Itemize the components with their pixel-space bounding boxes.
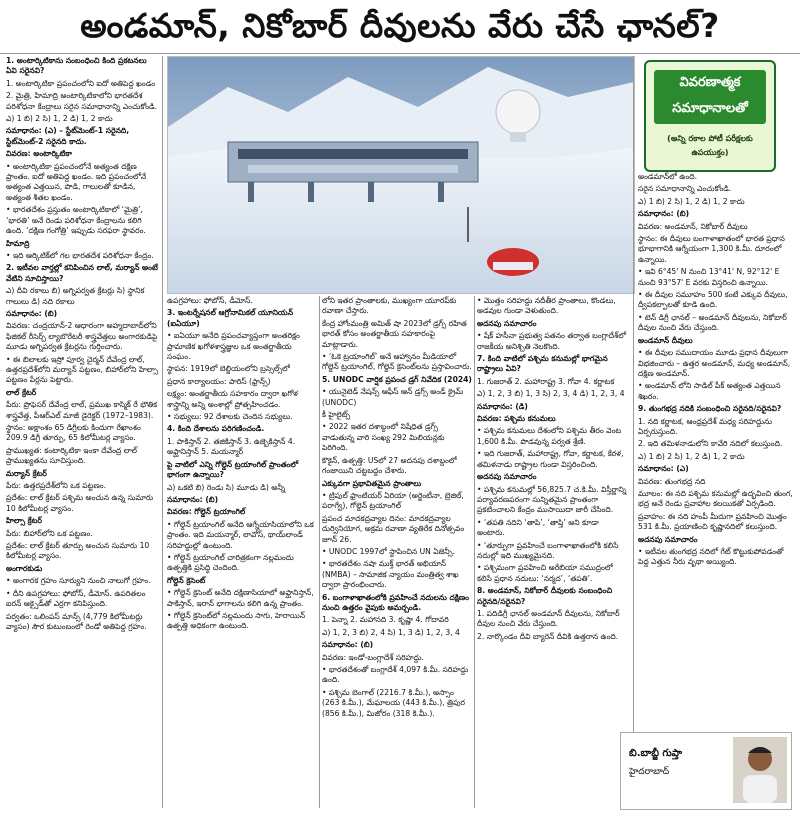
paragraph: • భారతదేశంతో బంగ్లాదేశ్ 4,097 కి.మీ. సరిహద్దు ఉంది. xyxy=(322,665,469,685)
headline-rule xyxy=(0,53,800,54)
paragraph: పేరు: ఉత్తరప్రదేశ్‌లోని ఒక పట్టణం. xyxy=(6,481,107,491)
paragraph: ప్రధాన కార్యాలయం: పారిస్ (ఫ్రాన్స్) xyxy=(167,376,271,386)
paragraph: • పశ్చిమ కనుమలు దేశంలోని పశ్చిమ తీరం వెంట 1,600 కి.మీ. పొడవున్న పర్వత శ్రేణి. xyxy=(477,426,622,446)
answers-badge xyxy=(644,60,776,172)
paragraph: 1. నది కర్ణాటక, ఆంధ్రప్రదేశ్ మధ్య సరిహద్దును ఏర్పరుస్తుంది. xyxy=(638,416,772,436)
paragraph: • షేక్ హసీనా ప్రభుత్వ పతనం తర్వాత బంగ్లాదేశ్‌లో రాజకీయ అనిశ్చితి నెలకొంది. xyxy=(477,331,627,351)
author-box xyxy=(620,732,792,810)
paragraph: లక్ష్యం: అంతర్జాతీయ సహకారం ద్వారా ఖగోళ శాస్త్రాన్ని అన్ని అంశాల్లో ప్రోత్సహించడం. xyxy=(167,389,299,409)
paragraph: • ఈ దీవుల సముదాయం మూడు ప్రధాన దీవులుగా విభజించారు – ఉత్తర అండమాన్, మధ్య అండమాన్, దక్షిణ అండమాన్. xyxy=(638,348,791,378)
section-heading: లాల్ క్రేటర్ xyxy=(6,387,37,397)
paragraph: • గోల్డెన్ ట్రయాంగిల్ అనేది ఆగ్నేయాసియాలోని ఒక ప్రాంతం. ఇది మయన్మార్, లావోస్, థాయ్‌లాండ్ సరిహద్దుల్లో ఉంటుంది. xyxy=(167,519,314,550)
column-2 xyxy=(167,296,317,808)
section-heading: అండమాన్ దీవులు xyxy=(638,335,693,345)
section-heading: గోల్డెన్ క్రెసెంట్ xyxy=(167,575,206,585)
avatar xyxy=(733,737,787,803)
column-3 xyxy=(322,296,472,808)
answer-line: సమాధానం: (బి) xyxy=(638,209,690,219)
paragraph: • గోల్డెన్ క్రెసెంట్ అనేది దక్షిణాసియాలో అఫ్ఘానిస్తాన్, పాకిస్తాన్, ఇరాన్ భాగాలను కలిగి ఉన్న ప్రాంతం. xyxy=(167,588,314,608)
radar-dome xyxy=(496,90,540,134)
paragraph: • పశ్చిమంగా ప్రవహించి అరేబియా సముద్రంలో కలిసే ప్రధాన నదులు: ‘నర్మద’, ‘తపతి’. xyxy=(477,563,613,583)
question: 7. కింది వాటిలో పశ్చిమ కనుమల్లో భాగమైన రాష్ట్రాలు ఏవి? xyxy=(477,354,608,374)
paragraph: ఎ) 1, 2, 3 బి) 2, 4 సి) 1, 3 డి) 1, 2, 3, 4 xyxy=(322,627,460,637)
paragraph: ఎ) ఒకటి బి) రెండు సి) మూడు డి) అన్నీ xyxy=(167,482,286,492)
column-divider xyxy=(474,296,475,808)
paragraph: ఎ) 1 బి) 2 సి) 1, 2 డి) 1, 2 కాదు xyxy=(638,451,745,461)
question: 5. UNODC వార్షిక ప్రపంచ డ్రగ్ నివేదిక (2024) xyxy=(322,374,472,384)
question: 6. బంగాళాఖాతంలోకి ప్రవహించే నదులను దక్షిణం నుంచి ఉత్తరం వైపుకు అమర్చండి. xyxy=(322,592,469,612)
paragraph: ప్రపంచ మాదకద్రవ్యాల దినం: మాదకద్రవ్యాల దుర్వినియోగ, అక్రమ రవాణా వ్యతిరేక దినోత్సవం జూన్ 26. xyxy=(322,513,465,544)
question: 3. ఇంటర్నేషనల్ ఆగ్రోనామికల్ యూనియన్ (ఐఏయూ) xyxy=(167,308,294,328)
paragraph: వివరణ: ఇండో-బంగ్లాదేశ్ సరిహద్దు. xyxy=(322,652,424,662)
question: 8. అండమాన్, నికోబార్ దీవులకు సంబంధించి సరైనది/సరైనవి? xyxy=(477,586,613,606)
paragraph: • భారతదేశం ప్రస్తుతం అంటార్కిటికాలో ‘మైత్రి’, ‘భారతి’ అనే రెండు పరిశోధనా కేంద్రాలను కలిగి ఉంది. ‘దక్షిణ గంగోత్రి’ ఇప్పుడు సరఫరా స్థావరం. xyxy=(6,205,146,236)
section-heading: అదనపు సమాచారం xyxy=(477,318,537,328)
paragraph: • ఈ బిలాలకు ఇస్రో పూర్వ చైర్మన్ దేవేంద్ర లాల్, ఉత్తరప్రదేశ్‌లోని మర్యాన్ పట్టణం, బిహార్‌లోని హిల్సా పట్టణం పేర్లను పెట్టారు. xyxy=(6,354,158,385)
paragraph: • ఇవి 6°45' N నుంచి 13°41' N, 92°12' E నుంచి 93°57' E వరకు విస్తరించి ఉన్నాయి. xyxy=(638,267,780,287)
column-5 xyxy=(638,172,796,727)
paragraph: 2. నార్కొండం దీవి బ్యారెన్ దీవికి ఉత్తరాన ఉంది. xyxy=(477,631,619,641)
badge-title: వివరణాత్మక సమాధానాలతో xyxy=(654,70,766,124)
paragraph: మూలం: ఈ నది పశ్చిమ కనుమల్లో ఉద్భవించి తుంగ, భద్ర అనే రెండు ప్రవాహాల కలయికతో ఏర్పడింది. xyxy=(638,488,793,509)
paragraph: సరైన సమాధానాన్ని ఎంచుకోండి. xyxy=(638,184,732,194)
paragraph: • గోల్డెన్ ట్రయాంగిల్ చారిత్రకంగా నల్లమందు ఉత్పత్తికి ప్రసిద్ధి చెందింది. xyxy=(167,552,294,573)
paragraph: • ఈ దీవుల సమూహం 500 కంటే ఎక్కువ దీవులు, ద్వీపకల్పాలతో కూడి ఉంది. xyxy=(638,290,788,310)
paragraph: ప్రదేశం: లాల్ క్రేటర్ పశ్చిమ అంచున ఉన్న సుమారు 10 కిలోమీటర్ల వ్యాసం. xyxy=(6,493,154,513)
paragraph: • ‘ఓకె ట్రయాంగిల్’ అనే ఆహ్వానం మీడియాలో గోల్డెన్ ట్రయాంగిల్, గోల్డెన్ క్రెసెంట్‌లను ప్రస్తావించారు. xyxy=(322,352,472,372)
paragraph: కీ హైలైట్స్ xyxy=(322,410,351,420)
author-name: బి.బాబ్జీ గుప్తా xyxy=(629,748,683,759)
paragraph: ప్రవాహం: ఈ నది హంపీ మీదుగా ప్రవహించి మొత్తం 531 కి.మీ. ప్రయాణించి కృష్ణానదిలో కలుస్తుంది. xyxy=(638,511,787,532)
paragraph: • 2022 ఇతర దశాబ్దంలో నిషేధిత డ్రగ్స్ వాడుతున్న వారి సంఖ్య 292 మిలియన్లకు పెరిగింది. xyxy=(322,422,445,453)
section-heading: హిమాద్రి xyxy=(6,238,30,248)
paragraph: • ఐఏయూ అనేది ప్రపంచవ్యాప్తంగా అంతరిక్షం ప్రామాణిక ఖగోళశాస్త్రజ్ఞుల ఒక అంతర్జాతీయ సంఘం. xyxy=(167,331,300,362)
answer-line: సమాధానం: (బి) xyxy=(322,640,374,650)
answer-line: సమాధానం: (బి) xyxy=(167,494,219,504)
question: 9. తుంగభద్ర నదికి సంబంధించి సరైనది/సరైనవి? xyxy=(638,404,782,414)
paragraph: 1. పెన్నా 2. మహానది 3. కృష్ణా 4. గోదావరి xyxy=(322,615,449,625)
paragraph: • అంగారక గ్రహం సూర్యుని నుంచి నాలుగో గ్రహం. xyxy=(6,576,151,586)
paragraph: 1. పదిడిగ్రీ ఛానల్ అండమాన్ దీవులను, నికోబార్ దీవుల నుంచి వేరు చేస్తుంది. xyxy=(477,608,620,629)
paragraph: • భారతదేశం నషా ముక్త్ భారత్ అభియాన్ (NMBA) – సామాజిక న్యాయం మంత్రిత్వ శాఖ ద్వారా ప్రారంభించారు. xyxy=(322,559,459,590)
paragraph: ఉపగ్రహాలు: ఫోబోస్, డీమోస్. xyxy=(167,296,253,305)
paragraph: • UNODC 1997లో స్థాపించిన UN ఏజెన్సీ. xyxy=(322,546,456,556)
paragraph: 1. అంటార్కిటికా ప్రపంచంలోని ఐదో అతిపెద్ద ఖండం xyxy=(6,78,156,88)
paragraph: • గోల్డెన్ క్రెసెంట్‌లో నల్లమందు సాగు, హెరాయిన్ ఉత్పత్తి అధికంగా ఉంటుంది. xyxy=(167,610,306,631)
question: 2. ఇటీవల వార్తల్లో కనిపించిన లాల్, మర్యాన్ అంటే వేటిని సూచిస్తాయి? xyxy=(6,263,158,283)
paragraph: ఎ) దీవి రకాలు బి) అగ్నిపర్వత క్రేటర్లు సి) స్థానిక గాలులు డి) నది రకాలు xyxy=(6,286,145,306)
paragraph: ఎ) 1 బి) 2 సి) 1, 2 డి) 1, 2 కాదు xyxy=(638,196,745,206)
paragraph: • దీని ఉపగ్రహాలు: ఫోబోస్, డీమోస్. ఉపరితలం ఐరన్ ఆక్సైడ్‌తో ఎర్రగా కనిపిస్తుంది. xyxy=(6,588,146,609)
section-heading: ఎక్కువగా ప్రభావితమైన ప్రాంతాలు xyxy=(322,478,422,488)
antarctic-station-photo xyxy=(167,56,635,294)
author-place: హైదరాబాద్ xyxy=(629,767,670,777)
answer-line: సమాధానం: (డి) xyxy=(477,401,528,411)
section-heading: అదనపు సమాచారం xyxy=(477,472,537,482)
paragraph: • ఇది ఆర్కిటిక్‌లో గల భారతదేశ పరిశోధనా కేంద్రం. xyxy=(6,250,154,260)
section-heading: అదనపు సమాచారం xyxy=(638,534,698,544)
paragraph: • పశ్చిమ కనుమల్లో 56,825.7 చ.కి.మీ. విస్తీర్ణాన్ని పర్యావరణపరంగా సున్నితమైన ప్రాంతంగా ప్రకటించాలని కేంద్రం ముసాయిదా జారీ చేసింది. xyxy=(477,484,627,515)
column-1 xyxy=(6,56,160,808)
paragraph: 1. గుజరాత్ 2. మహారాష్ట్ర 3. గోవా 4. కర్ణాటక xyxy=(477,376,615,386)
column-divider xyxy=(162,56,163,808)
paragraph: • యునైటెడ్ నేషన్స్ ఆఫీస్ ఆన్ డ్రగ్స్ అండ్ క్రైమ్ (UNODC) xyxy=(322,387,464,407)
paragraph: • ‘తపతి నదిని ‘తాపి’, ‘తాప్తి’ అని కూడా అంటారు. xyxy=(477,517,599,538)
paragraph: పేరు: బిహార్‌లోని ఒక పట్టణం. xyxy=(6,528,93,538)
paragraph: 2. మైత్రి, హిమాద్రి అంటార్కిటికాలోని భారతదేశ పరిశోధనా కేంద్రాలు సరైన సమాధానాన్ని ఎంచుకోండి. xyxy=(6,91,158,111)
paragraph: పేరు: ప్రొఫెసర్ దేవేంద్ర లాల్, ప్రముఖ కాస్మిక్ రే భౌతిక శాస్త్రవేత్త, పీఆర్ఎల్ మాజీ డైరెక్టర్ (1972–1983). xyxy=(6,400,158,420)
paragraph: లోని ఇతర ప్రాంతాలకు, ముఖ్యంగా యూరప్‌కు రవాణా చేస్తారు. xyxy=(322,296,457,316)
paragraph: • ట్రిపుల్ ఫ్రాంటియర్ ఏరియా (అర్జెంటీనా, బ్రెజిల్, పరాగ్వే), గోల్డెన్ ట్రయాంగిల్ xyxy=(322,490,464,511)
paragraph: • పశ్చిమ బెంగాల్ (2216.7 కి.మీ.), అస్సాం (263 కి.మీ.), మేఘాలయ (443 కి.మీ.), త్రిపుర (856 కి.మీ.), మిజోరం (318 కి.మీ.). xyxy=(322,687,466,718)
question: పై వాటిలో ఎన్ని గోల్డెన్ ట్రయాంగిల్ ప్రాంతంలో భాగంగా ఉన్నాయి? xyxy=(167,459,299,480)
paragraph: స్థానం: ఈ దీవులు బంగాళాఖాతంలో భారత ప్రధాన భూభాగానికి ఆగ్నేయంగా 1,300 కి.మీ. దూరంలో ఉన్నాయి. xyxy=(638,234,785,264)
section-heading: మర్యాన్ క్రేటర్ xyxy=(6,468,47,478)
snow-scene-image xyxy=(168,57,634,293)
section-heading: అంగారకుడు xyxy=(6,563,43,573)
answer-line: సమాధానం: (ఎ) xyxy=(638,464,689,474)
headline: అండమాన్, నికోబార్ దీవులను వేరు చేసే ఛానల్? xyxy=(80,6,720,45)
column-divider xyxy=(633,56,634,808)
badge-subtitle: (అన్ని రకాల పోటీ పరీక్షలకు ఉపయుక్తం) xyxy=(667,134,753,157)
paragraph: వివరణ: చంద్రయాన్-2 ఆధారంగా అహ్మదాబాద్‌లోని ఫిజికల్ రీసెర్చ్ ల్యాబొరేటరీ శాస్త్రవేత్తలు అంగారకుడిపై మూడు అగ్నిపర్వత క్రేటర్లను గుర్తించారు. xyxy=(6,321,158,352)
paragraph: • అంటార్కిటికా ప్రపంచంలోనే అత్యంత దక్షిణ ప్రాంతం. ఐదో అతిపెద్ద ఖండం. ఇది ప్రపంచంలోనే అత్యంత ఎత్తయిన, పొడి, గాలులతో కూడిన, అత్యంత శీతల ఖండం. xyxy=(6,161,147,202)
paragraph: స్థానం: అక్షాంశం 65 డిగ్రీలకు కిందుగా రేఖాంశం 209.9 డిగ్రీ తూర్పు, 65 కిలోమీటర్ల వ్యాసం. xyxy=(6,423,141,443)
section-heading: వివరణ: పశ్చిమ కనుమలు xyxy=(477,414,556,424)
paragraph: • సభ్యులు: 92 దేశాలకు చెందిన సభ్యులు. xyxy=(167,412,293,422)
paragraph: • అండమాన్ లోని సాడిల్ పీక్ అత్యంత ఎత్తయిన శిఖరం. xyxy=(638,381,781,401)
section-heading: వివరణ: అంటార్కిటికా xyxy=(6,149,72,159)
paragraph: కొకైన్, ఉత్పత్తి: USలో 27 అదనపు దశాబ్దంలో గంజాయిని చట్టబద్దం చేశారు. xyxy=(322,455,457,476)
paragraph: స్థాపన: 1919లో బెల్జియంలోని బ్రస్సెల్స్‌లో xyxy=(167,364,290,374)
question: 1. అంటార్కిటికాను సంబంధించి కింది ప్రకటనలు ఏవి సరైనవి? xyxy=(6,56,147,76)
section-heading: హిల్సా క్రేటర్ xyxy=(6,516,43,526)
paragraph: ప్రదేశం: లాల్ క్రేటర్ తూర్పు అంచున సుమారు 10 కిలోమీటర్ల వ్యాసం. xyxy=(6,541,150,561)
paragraph: కేంద్ర హోంమంత్రి అమిత్ షా 2023లో డ్రగ్స్ రహిత భారత్ కోసం అంతర్జాతీయ సహకారంపై మాట్లాడారు. xyxy=(322,318,467,349)
paragraph: ఎ) 1, 2, 3 బి) 1, 3 సి) 2, 3, 4 డి) 1, 2, 3, 4 xyxy=(477,389,625,399)
paragraph: • మొత్తం సరిహద్దు నదీతీర ప్రాంతాలు, కొండలు, అడవుల గుండా వెళుతుంది. xyxy=(477,296,616,316)
paragraph: పర్వతం: ఒలింపస్ మాన్స్ (4,779 కిలోమీటర్లు వ్యాసం) సౌర కుటుంబంలో రెండో అతిపెద్ద గ్రహం. xyxy=(6,611,147,631)
paragraph: ఎ) 1 బి) 2 సి) 1, 2 డి) 1, 2 కాదు xyxy=(6,114,113,124)
paragraph: 1. పాకిస్తాన్ 2. తజికిస్తాన్ 3. ఉజ్బెకిస్తాన్ 4. అఫ్ఘానిస్తాన్ 5. మయన్మార్ xyxy=(167,436,296,457)
section-heading: వివరణ: గోల్డెన్ ట్రయాంగిల్ xyxy=(167,507,246,517)
paragraph: • టెన్ డిగ్రీ ఛానల్ – అండమాన్ దీవులను, నికోబార్ దీవుల నుంచి వేరు చేస్తుంది. xyxy=(638,312,787,333)
paragraph: • ఇది గుజరాత్, మహారాష్ట్ర, గోవా, కర్ణాటక, కేరళ, తమిళనాడు రాష్ట్రాల గుండా విస్తరించింది. xyxy=(477,449,624,469)
column-4 xyxy=(477,296,627,808)
paragraph: ప్రాముఖ్యత: కంటార్కిటికా ఇంకా దేవేంద్ర లాల్ ప్రాముఖ్యతను సూచిస్తుంది. xyxy=(6,445,138,466)
answer-line: సమాధానం: (బి) xyxy=(6,308,58,318)
answer-line: సమాధానం: (ఎ) – స్టేట్‌మెంట్-1 సరైనది, స్టేట్‌మెంట్-2 సరైనది కాదు. xyxy=(6,126,130,146)
paragraph: అండమాన్‌లో ఉంది. xyxy=(638,172,697,181)
column-divider xyxy=(319,296,320,808)
question: 4. కింది దేశాలను పరిగణించండి. xyxy=(167,424,265,434)
paragraph: వివరణ: అండమాన్, నికోబార్ దీవులు xyxy=(638,221,748,231)
paragraph: 2. ఇది తమిళనాడులోని కావేరి నదిలో కలుస్తుంది. xyxy=(638,439,783,449)
paragraph: • ‘తూర్పుగా ప్రవహించే బంగాళాఖాతంలోకి కలిసే నదుల్లో ఇది ముఖ్యమైనది. xyxy=(477,540,619,560)
paragraph: • ఇటీవల తుంగభద్ర నదిలో గేట్ కొట్టుకుపోవడంతో పెద్ద ఎత్తున నీరు వృథా అయ్యింది. xyxy=(638,547,784,567)
paragraph: వివరణ: తుంగభద్ర నది xyxy=(638,476,706,486)
